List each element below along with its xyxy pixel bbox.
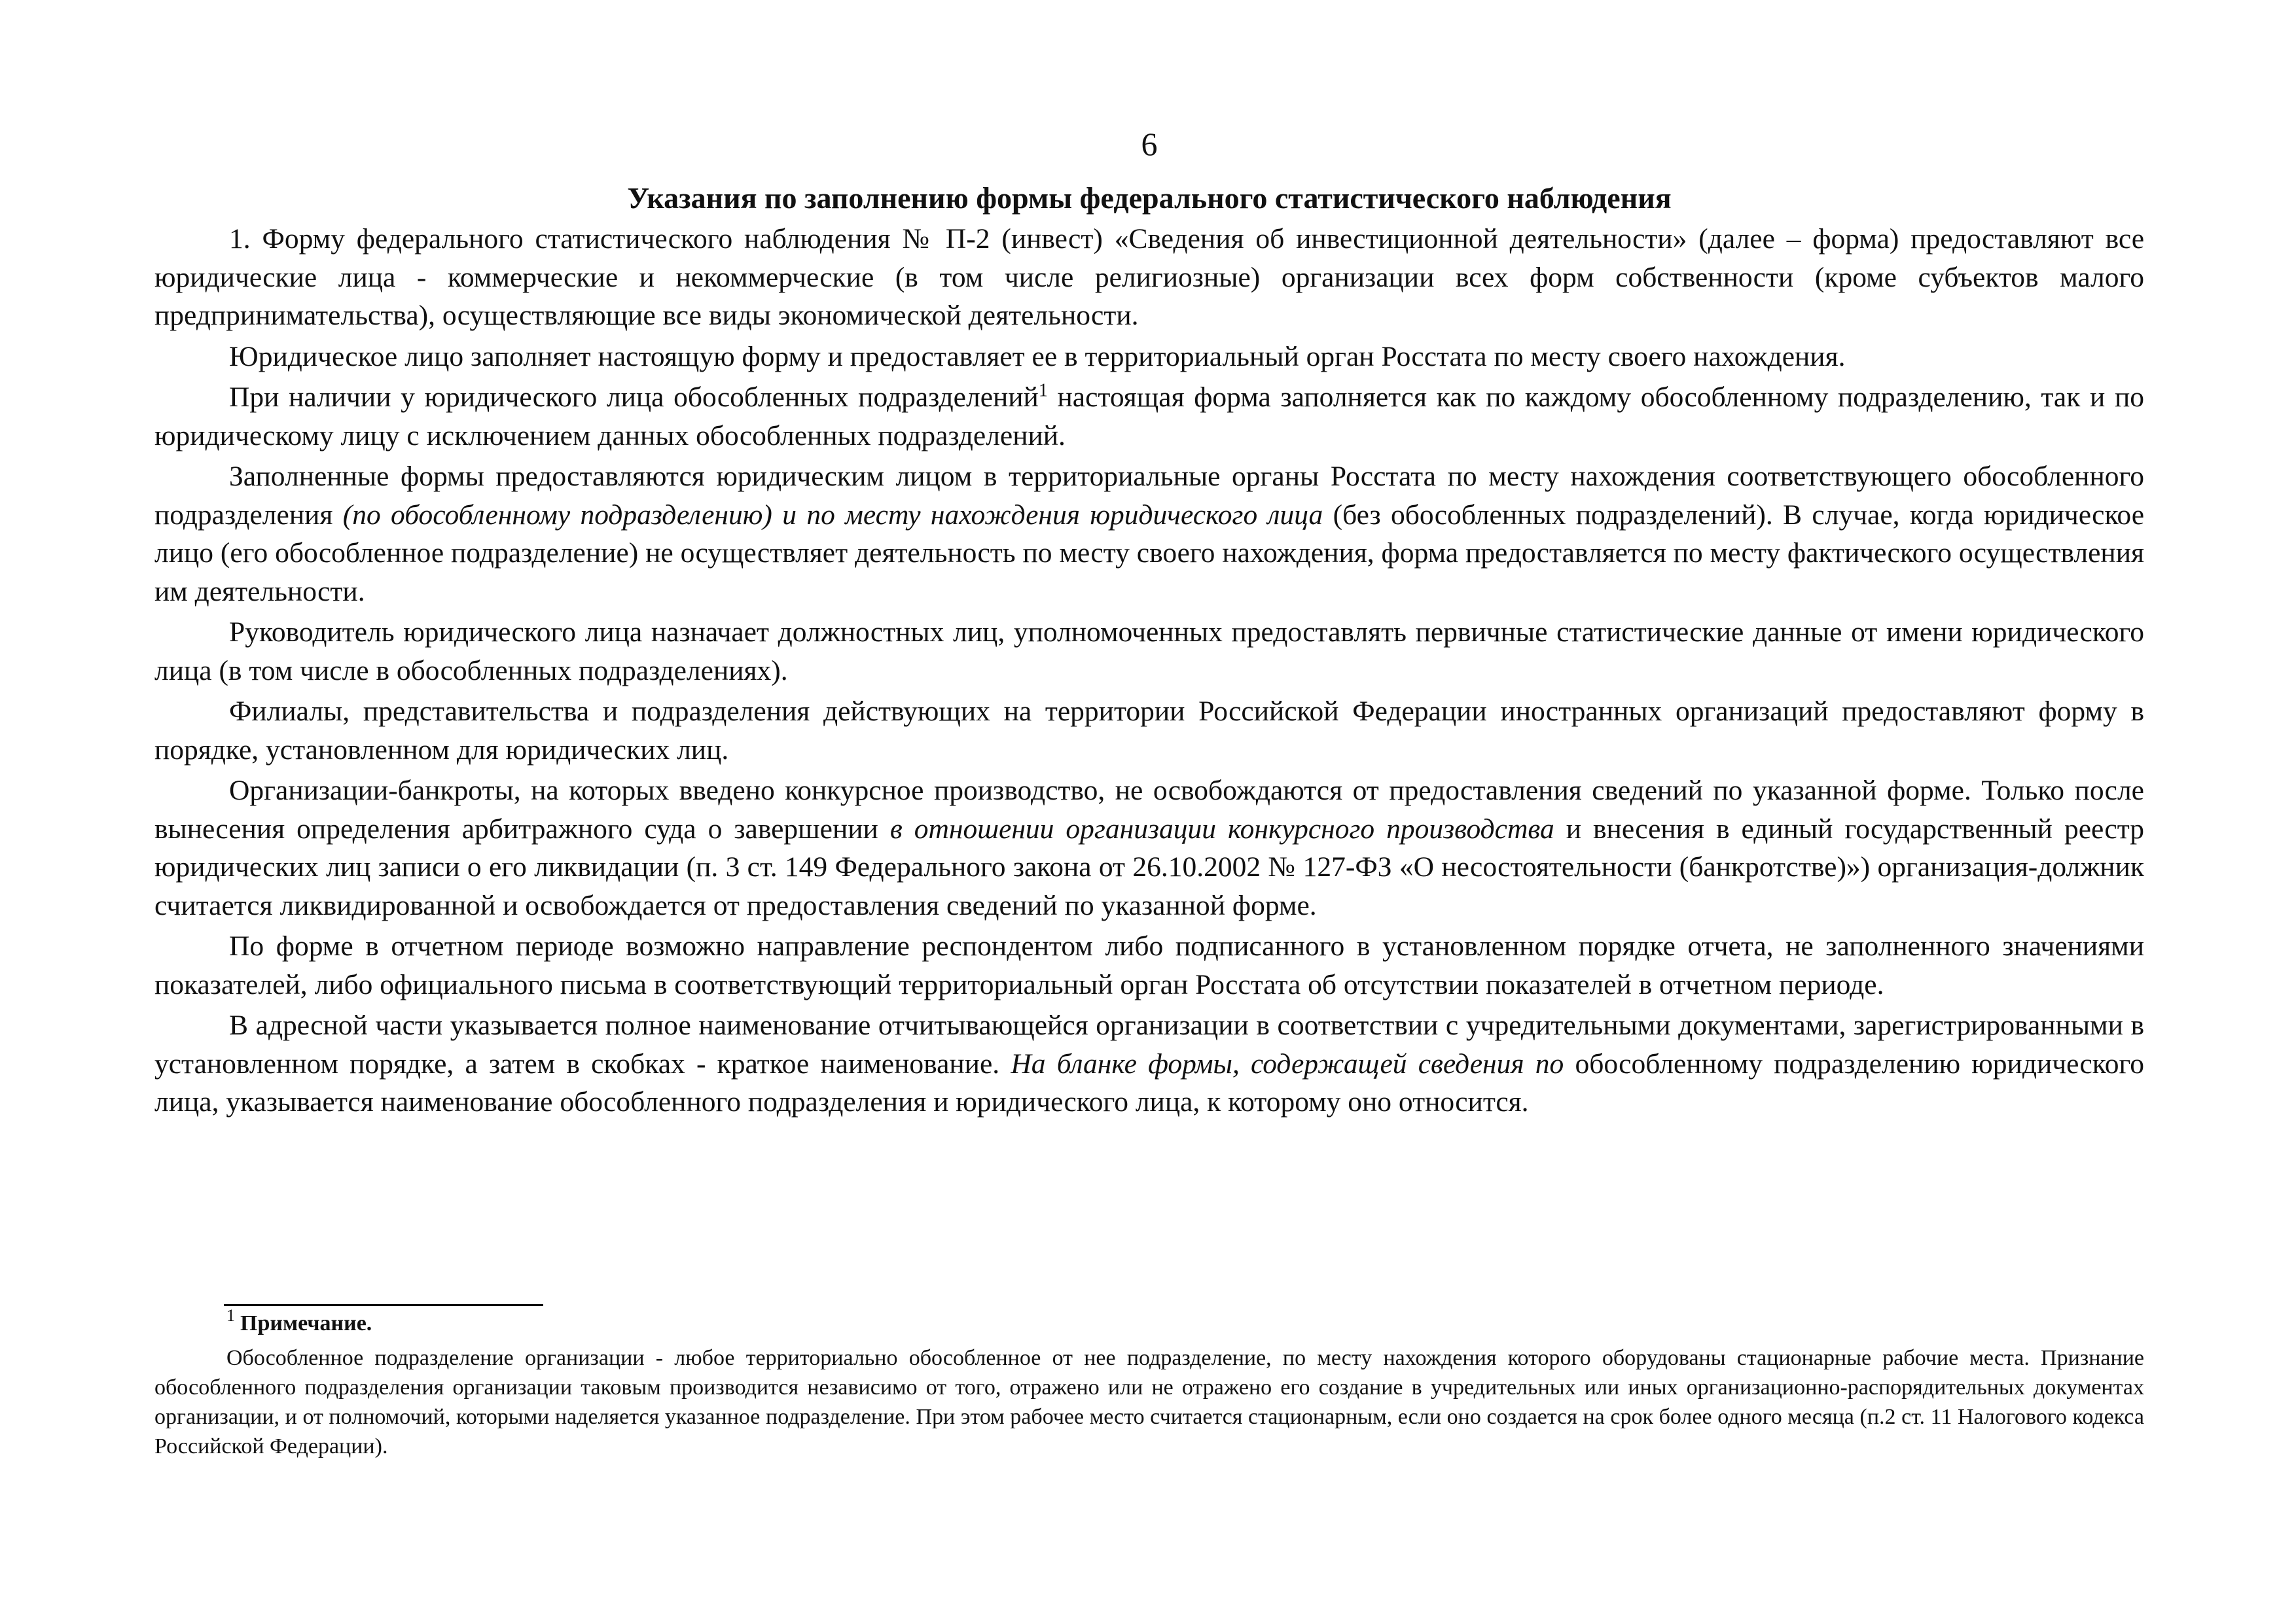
paragraph-3-text-b: настоящая форма заполняется как по каждому обособленному подразделению, так и по юридическому лицу с исключением данных обособленных подразделений. xyxy=(154,381,2145,451)
footnote xyxy=(154,1306,2144,1461)
paragraph-4-text-b: и xyxy=(772,499,807,531)
paragraph-1: 1. Форму федерального статистического наблюдения № П-2 (инвест) «Сведения об инвестиционной деятельности» (далее – форма) предоставляют все юридические лица - коммерческие и некоммерческие (в том числе религиозные) организации всех форм собственности (кроме субъектов малого предпринимательства), осуществляющие все виды экономической деятельности. xyxy=(154,223,2144,331)
paragraph-4-italic-2: по месту нахождения юридического лица xyxy=(806,499,1323,531)
paragraph-9-text-b: обособленному подразделению юридического лица, указывается наименование обособленного подразделения и юридического лица, к которому оно относится. xyxy=(154,1048,2144,1118)
paragraph-9 xyxy=(154,1006,2144,1121)
paragraph-6: Филиалы, представительства и подразделения действующих на территории Российской Федерации иностранных организаций предоставляют форму в порядке, установленном для юридических лиц. xyxy=(154,696,2144,766)
section-title: Указания по заполнению формы федерального статистического наблюдения xyxy=(627,181,1672,215)
footnote-heading-text: Примечание. xyxy=(240,1311,372,1335)
footnote-text: Обособленное подразделение организации - любое территориально обособленное от нее подразделение, по месту нахождения которого оборудованы стационарные рабочие места. Признание обособленного подразделения организации таковым производится независимо от того, отражено или не отражено его создание в учредительных или иных организационно-распорядительных документах организации, и от полномочий, которыми наделяется указанное подразделение. При этом рабочее место считается стационарным, если оно создается на срок более одного месяца (п.2 ст. 11 Налогового кодекса Российской Федерации). xyxy=(154,1346,2144,1458)
paragraph-2: Юридическое лицо заполняет настоящую форму и предоставляет ее в территориальный орган Росстата по месту своего нахождения. xyxy=(229,340,1846,372)
footnote-reference[interactable]: 1 xyxy=(1038,380,1048,401)
page-number: 6 xyxy=(1141,126,1158,162)
footnote-mark: 1 xyxy=(226,1306,235,1325)
paragraph-7-text-a: Организации-банкроты, на которых введено конкурсное производство, не освобождаются от предоставления сведений по указанной форме. Только после вынесения определения арбитражного суда о завершении xyxy=(154,775,2144,845)
paragraph-9-italic-1: На бланке формы, содержащей сведения по xyxy=(1011,1048,1564,1080)
paragraph-7-italic-1: в отношении организации конкурсного производства xyxy=(889,813,1554,845)
document-page xyxy=(154,124,2144,1121)
paragraph-7-text-b: и внесения в единый государственный реестр юридических лиц записи о его ликвидации (п. 3 ст. 149 Федерального закона от 26.10.2002 № 127-ФЗ «О несостоятельности (банкротстве)») организация-должник считается ликвидированной и освобождается от предоставления сведений по указанной форме. xyxy=(154,813,2144,921)
paragraph-5: Руководитель юридического лица назначает должностных лиц, уполномоченных предоставлять первичные статистические данные от имени юридического лица (в том числе в обособленных подразделениях). xyxy=(154,616,2144,686)
footnote-heading xyxy=(226,1306,2144,1338)
footnote-divider xyxy=(224,1304,543,1306)
paragraph-4-text-c: (без обособленных подразделений). В случае, когда юридическое лицо (его обособленное подразделение) не осуществляет деятельность по месту своего нахождения, форма предоставляется по месту фактического осуществления им деятельности. xyxy=(154,499,2144,607)
paragraph-3-text-a: При наличии у юридического лица обособленных подразделений xyxy=(229,381,1039,413)
paragraph-3 xyxy=(154,378,2144,455)
paragraph-9-text-a: В адресной части указывается полное наименование отчитывающейся организации в соответствии с учредительными документами, зарегистрированными в установленном порядке, а затем в скобках - краткое наименование. xyxy=(154,1010,2144,1080)
paragraph-4-italic-1: (по обособленному подразделению) xyxy=(342,499,772,531)
paragraph-4 xyxy=(154,457,2144,610)
paragraph-8: По форме в отчетном периоде возможно направление респондентом либо подписанного в установленном порядке отчета, не заполненного значениями показателей, либо официального письма в соответствующий территориальный орган Росстата об отсутствии показателей в отчетном периоде. xyxy=(154,930,2144,1000)
paragraph-7 xyxy=(154,771,2144,925)
paragraph-4-text-a: Заполненные формы предоставляются юридическим лицом в территориальные органы Росстата по месту нахождения соответствующего обособленного подразделения xyxy=(154,461,2144,531)
body-text xyxy=(154,220,2144,1121)
